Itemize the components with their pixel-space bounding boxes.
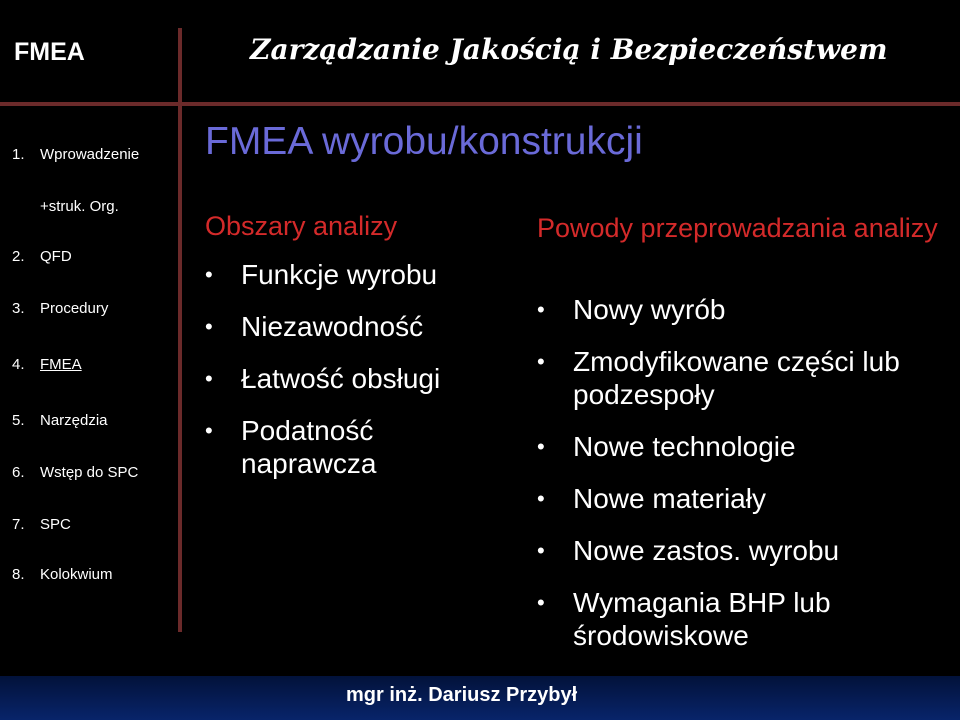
header-divider [0, 102, 960, 106]
author-name: mgr inż. Dariusz Przybył [346, 684, 578, 706]
bullet-icon: • [205, 418, 213, 443]
sidebar-divider [178, 28, 182, 632]
header-bar [0, 0, 960, 102]
left-bullet-list [205, 258, 505, 480]
sidebar-item-label: QFD [40, 248, 72, 265]
list-item [537, 534, 947, 567]
bullet-icon: • [205, 262, 213, 287]
list-item [537, 293, 947, 326]
bullet-icon: • [537, 297, 545, 322]
list-item-text: Wymagania BHP lub środowiskowe [573, 587, 831, 651]
list-item-text: Funkcje wyrobu [241, 259, 438, 290]
slide-title: FMEA wyrobu/konstrukcji [205, 120, 643, 163]
bullet-icon: • [537, 538, 545, 563]
brand-label: FMEA [14, 38, 85, 66]
sidebar-item-number: 2. [12, 248, 25, 265]
sidebar-item-label: Wstęp do SPC [40, 464, 139, 481]
sidebar-item-spc[interactable] [12, 516, 71, 533]
sidebar-item-number: 1. [12, 146, 25, 163]
bullet-icon: • [205, 366, 213, 391]
left-column-heading: Obszary analizy [205, 211, 398, 241]
bullet-icon: • [537, 486, 545, 511]
sidebar-item-struktura[interactable] [40, 198, 119, 215]
bullet-icon: • [205, 314, 213, 339]
list-item-text: Nowe materiały [573, 483, 766, 514]
sidebar-item-number: 3. [12, 300, 25, 317]
bullet-icon: • [537, 590, 545, 615]
list-item-text: Łatwość obsługi [241, 363, 441, 394]
course-title: Zarządzanie Jakością i Bezpieczeństwem [250, 33, 888, 66]
sidebar-item-number: 4. [12, 356, 25, 373]
list-item [205, 310, 505, 343]
sidebar-item-label: FMEA [40, 356, 82, 373]
sidebar-item-label: Narzędzia [40, 412, 108, 429]
list-item-text: Niezawodność [241, 311, 424, 342]
list-item [537, 586, 893, 652]
sidebar-item-wprowadzenie[interactable] [12, 146, 139, 163]
sidebar-item-number: 5. [12, 412, 25, 429]
list-item-text: Nowe zastos. wyrobu [573, 535, 840, 566]
list-item [205, 258, 505, 291]
list-item [537, 482, 947, 515]
sidebar-item-kolokwium[interactable] [12, 566, 113, 583]
list-item-text: Podatność naprawcza [241, 415, 377, 479]
list-item-text: Nowe technologie [573, 431, 796, 462]
sidebar-item-number: 6. [12, 464, 25, 481]
right-column-heading [537, 212, 947, 244]
sidebar-item-label: Kolokwium [40, 566, 113, 583]
bullet-icon: • [537, 349, 545, 374]
sidebar-item-procedury[interactable] [12, 300, 108, 317]
right-bullet-list [537, 293, 947, 652]
right-column-heading-text: Powody przeprowadzania analizy [537, 213, 938, 243]
list-item-text: Nowy wyrób [573, 294, 726, 325]
sidebar-item-number: 8. [12, 566, 25, 583]
list-item-text: Zmodyfikowane części lub podzespoły [573, 346, 900, 410]
sidebar-item-fmea[interactable] [12, 356, 82, 373]
bullet-icon: • [537, 434, 545, 459]
list-item [205, 362, 505, 395]
list-item [205, 414, 441, 480]
list-item [537, 430, 947, 463]
list-item [537, 345, 903, 411]
sidebar-item-label: Wprowadzenie [40, 146, 140, 163]
sidebar-item-qfd[interactable] [12, 248, 72, 265]
sidebar-item-narzedzia[interactable] [12, 412, 108, 429]
sidebar-item-wstep-spc[interactable] [12, 464, 138, 481]
sidebar-item-label: +struk. Org. [40, 198, 119, 215]
sidebar-item-number: 7. [12, 516, 25, 533]
sidebar-item-label: Procedury [40, 300, 109, 317]
sidebar-item-label: SPC [40, 516, 71, 533]
